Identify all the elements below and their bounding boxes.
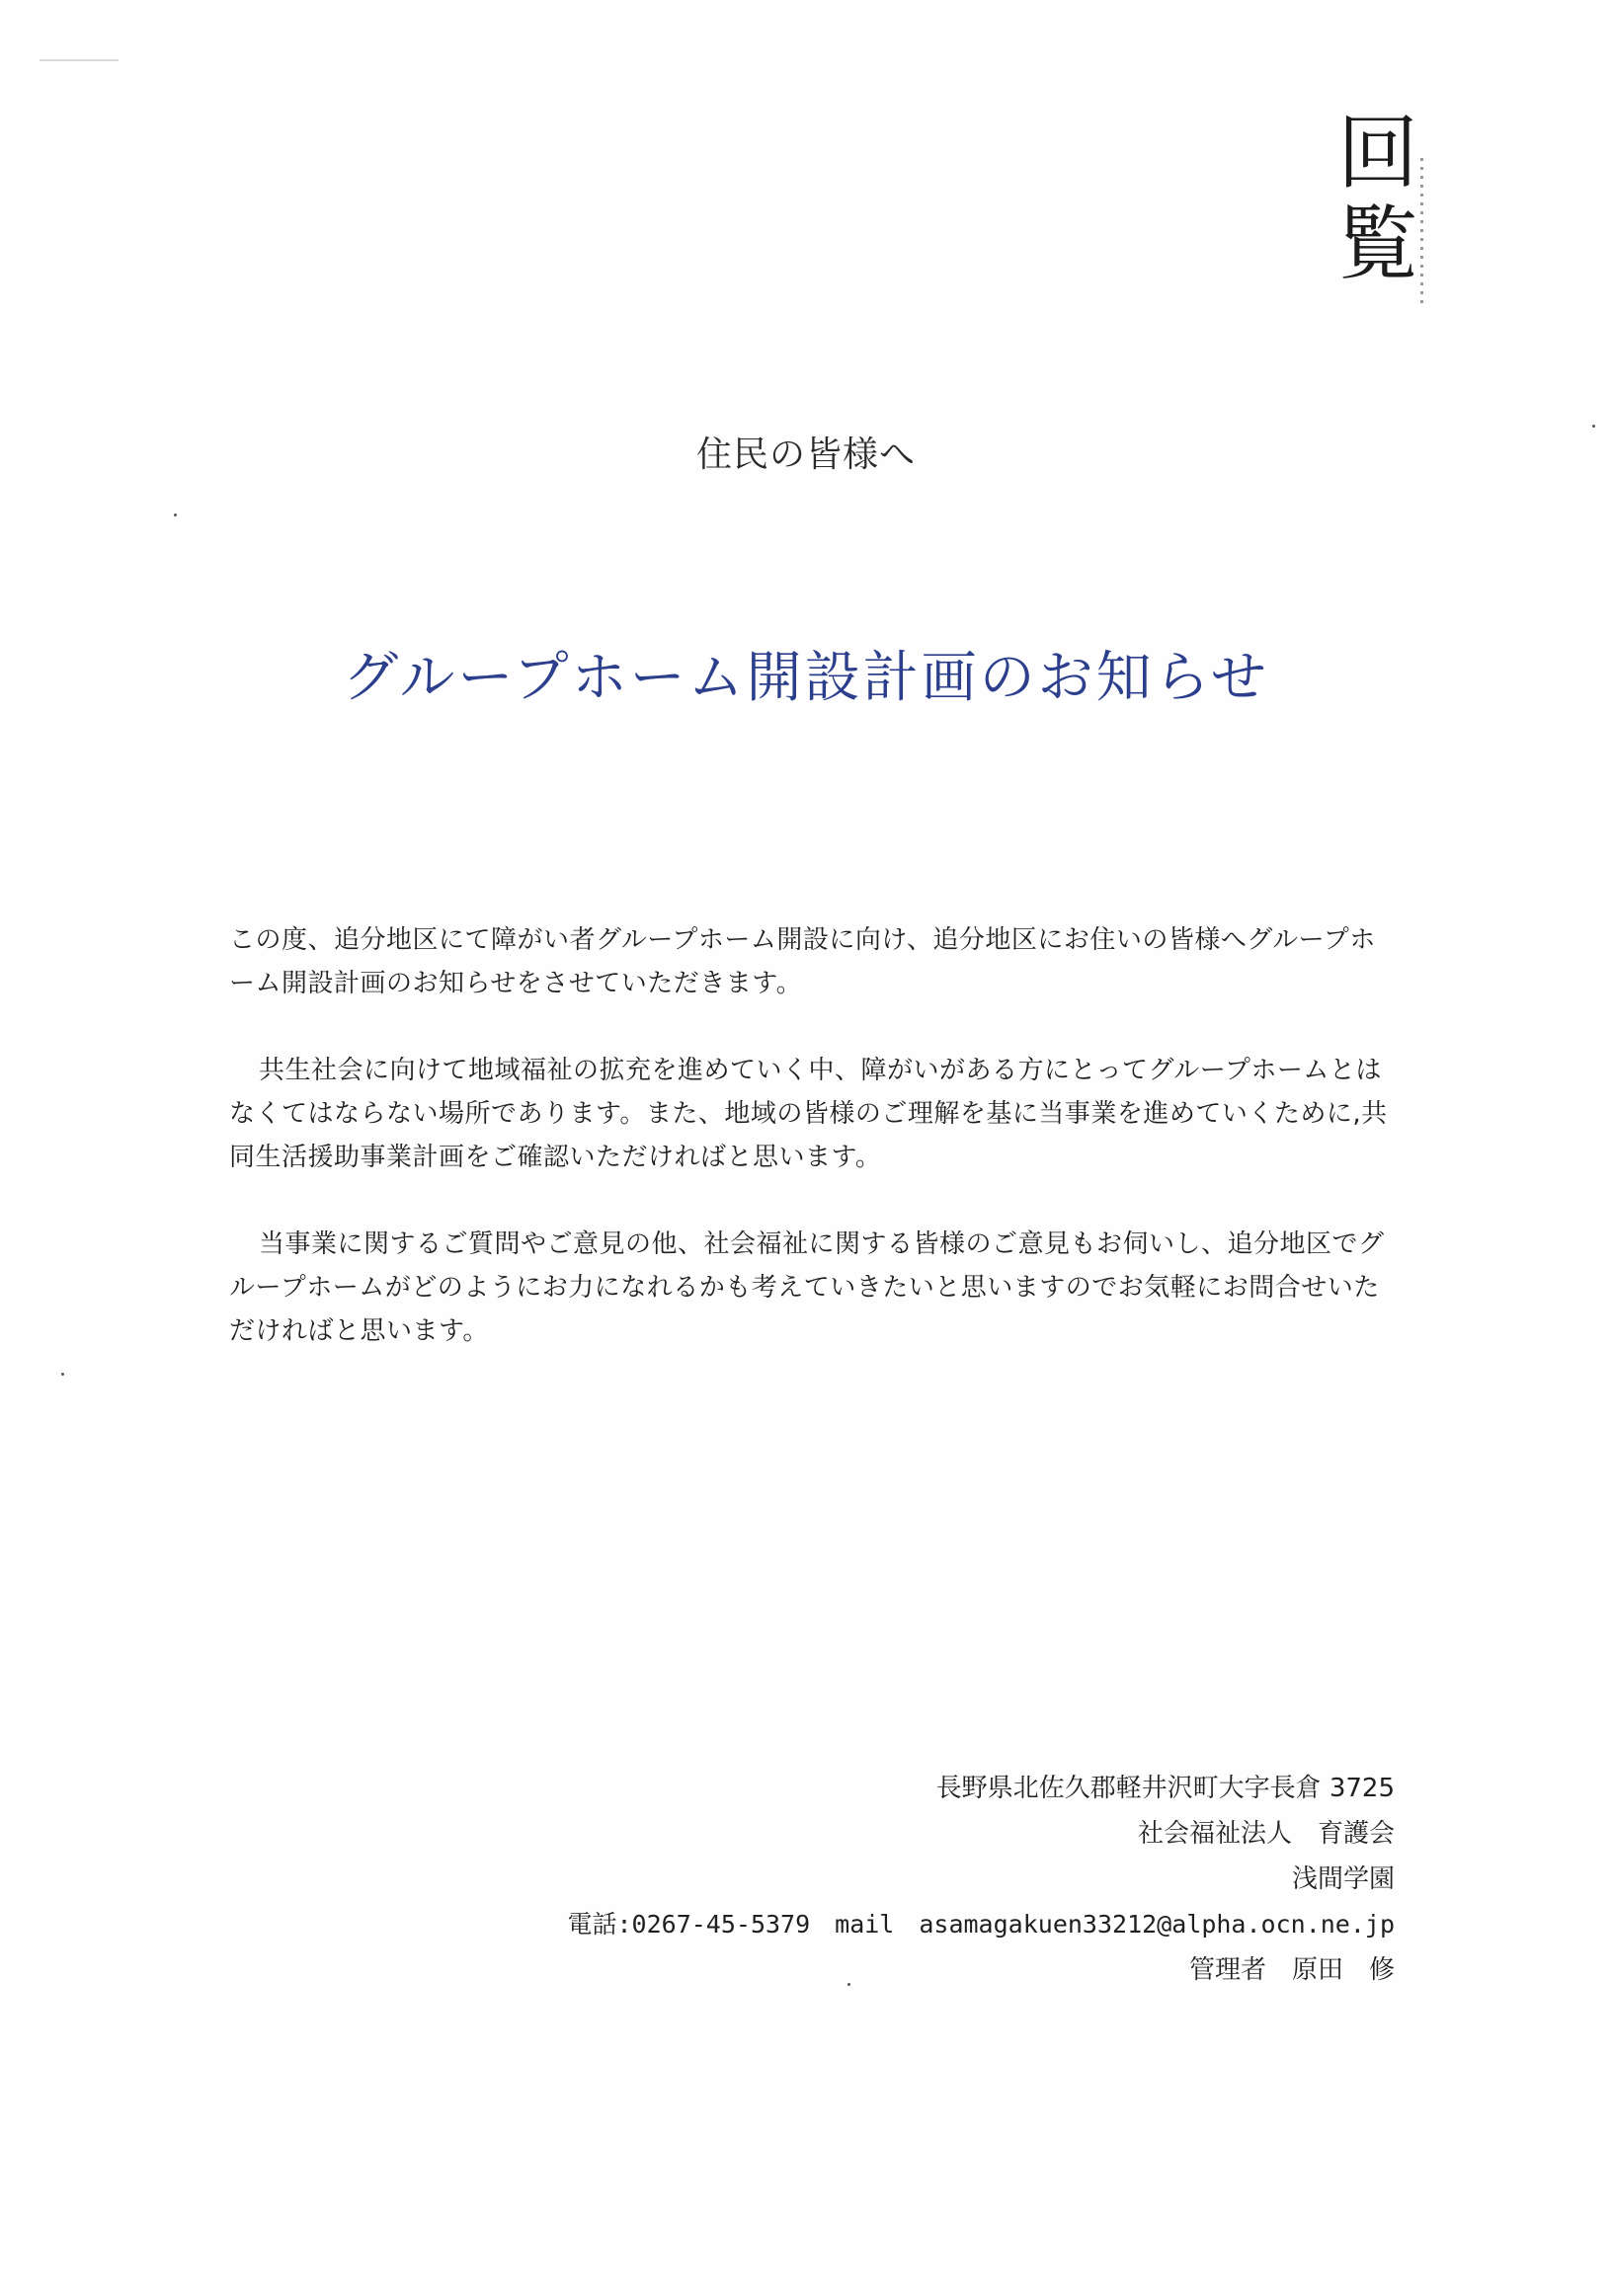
paragraph-2: 共生社会に向けて地域福祉の拡充を進めていく中、障がいがある方にとってグループホームとはなくてはならない場所であります。また、地域の皆様のご理解を基に当事業を進めていくために,共同生活援助事業計画をご確認いただければと思います。	[229, 1056, 1388, 1172]
scan-mark	[40, 59, 119, 61]
scan-speck	[847, 1983, 850, 1986]
scan-speck	[174, 514, 177, 516]
recipient-heading: 住民の皆様へ	[695, 435, 916, 475]
signature-block	[567, 1766, 1395, 1993]
scan-speck	[1592, 425, 1595, 428]
paragraph-1: この度、追分地区にて障がい者グループホーム開設に向け、追分地区にお住いの皆様へグループホーム開設計画のお知らせをさせていただきます。	[229, 925, 1376, 998]
paragraph-3: 当事業に関するご質問やご意見の他、社会福祉に関する皆様のご意見もお伺いし、追分地区でグループホームがどのようにお力になれるかも考えていきたいと思いますのでお気軽にお問合せいただければと思います。	[229, 1229, 1385, 1346]
stamp-char-2: 覧	[1336, 198, 1418, 291]
document-title: グループホーム開設計画のお知らせ	[343, 646, 1269, 710]
sender-facility: 浅間学園	[1291, 1864, 1395, 1894]
sender-address: 長野県北佐久郡軽井沢町大字長倉 3725	[935, 1774, 1395, 1803]
sender-corporation: 社会福祉法人 育護会	[1137, 1819, 1395, 1849]
scan-speck	[61, 1373, 64, 1376]
circulation-stamp	[1324, 109, 1432, 290]
body-text	[229, 918, 1395, 1396]
stamp-char-1: 回	[1336, 107, 1418, 200]
sender-contact: 電話:0267-45-5379 mail asamagakuen33212@alpha.ocn.ne.jp	[567, 1910, 1395, 1939]
stamp-edge-mark	[1420, 158, 1423, 306]
sender-manager: 管理者 原田 修	[1188, 1955, 1395, 1985]
